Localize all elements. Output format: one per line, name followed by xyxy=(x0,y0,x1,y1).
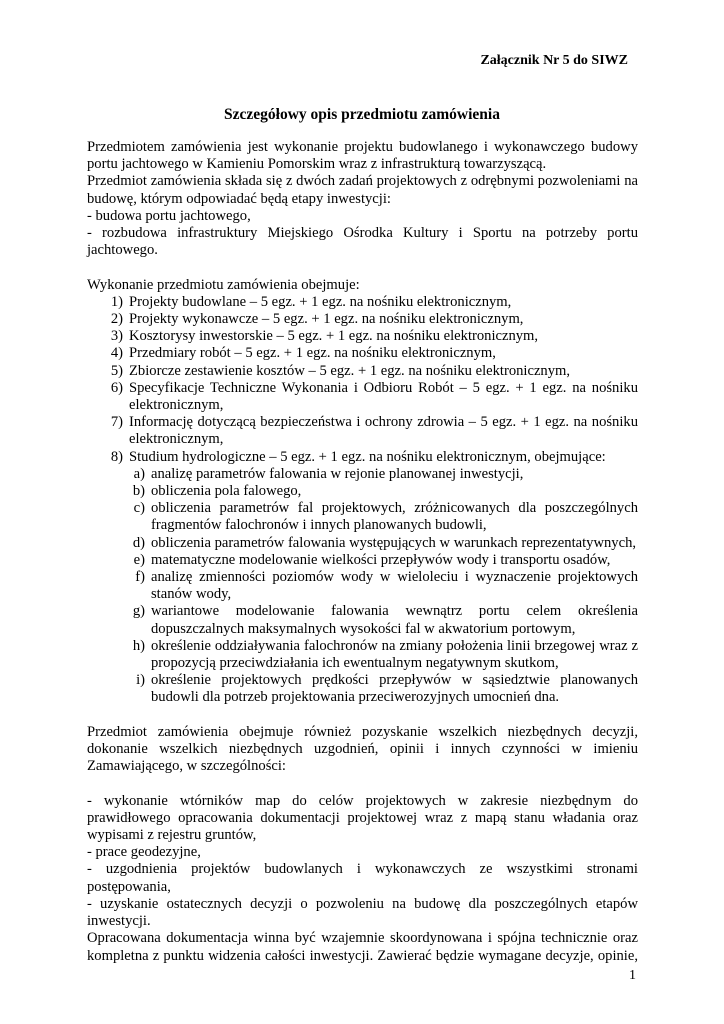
scope-item: 7) Informację dotyczącą bezpieczeństwa i ochrony zdrowia – 5 egz. + 1 egz. na nośniku elektronicznym, xyxy=(110,414,638,448)
also-paragraph: Przedmiot zamówienia obejmuje również pozyskanie wszelkich niezbędnych decyzji, dokonanie wszelkich niezbędnych uzgodnień, opinii i innych czynności w imieniu Zamawiającego, w szczególności: xyxy=(87,723,638,775)
scope-item: 1) Projekty budowlane – 5 egz. + 1 egz. na nośniku elektronicznym, xyxy=(110,293,512,310)
study-item: e) matematyczne modelowanie wielkości przepływów wody i transportu osadów, xyxy=(133,551,611,568)
scope-item: 3) Kosztorysy inwestorskie – 5 egz. + 1 egz. na nośniku elektronicznym, xyxy=(110,328,539,345)
intro-bullet: - budowa portu jachtowego, xyxy=(87,207,251,224)
study-item: a) analizę parametrów falowania w rejonie planowanej inwestycji, xyxy=(133,465,524,482)
scope-item: 5) Zbiorcze zestawienie kosztów – 5 egz. + 1 egz. na nośniku elektronicznym, xyxy=(110,362,571,379)
closing-paragraph: Opracowana dokumentacja winna być wzajemnie skoordynowana i spójna technicznie oraz kompletna z punktu widzenia całości inwestycji. Zawierać będzie wymagane decyzje, opinie, xyxy=(87,930,638,964)
scope-item: 2) Projekty wykonawcze – 5 egz. + 1 egz. na nośniku elektronicznym, xyxy=(110,311,524,328)
annex-label: Załącznik Nr 5 do SIWZ xyxy=(480,53,628,68)
task-item: - uzyskanie ostatecznych decyzji o pozwoleniu na budowę dla poszczególnych etapów inwestycji. xyxy=(87,895,638,930)
intro-bullet: - rozbudowa infrastruktury Miejskiego Ośrodka Kultury i Sportu na potrzeby portu jachtowego. xyxy=(87,225,638,259)
intro-paragraph: Przedmiotem zamówienia jest wykonanie projektu budowlanego i wykonawczego budowy portu jachtowego w Kamieniu Pomorskim wraz z infrastrukturą towarzyszącą. xyxy=(87,139,638,173)
scope-item: 6) Specyfikacje Techniczne Wykonania i Odbioru Robót – 5 egz. + 1 egz. na nośniku elektronicznym, xyxy=(110,379,638,414)
scope-item: 8) Studium hydrologiczne – 5 egz. + 1 egz. na nośniku elektronicznym, obejmujące: xyxy=(110,448,606,465)
intro-paragraph: Przedmiot zamówienia składa się z dwóch zadań projektowych z odrębnymi pozwoleniami na budowę, którym odpowiadać będą etapy inwestycji: xyxy=(87,173,638,207)
study-item: h) określenie oddziaływania falochronów na zmiany położenia linii brzegowej wraz z propozycją przeciwdziałania ich ewentualnym negatywnym skutkom, xyxy=(132,637,638,672)
task-item: - uzgodnienia projektów budowlanych i wykonawczych ze wszystkimi stronami postępowania, xyxy=(87,861,638,895)
study-item: f) analizę zmienności poziomów wody w wieloleciu i wyznaczenie projektowych stanów wody, xyxy=(135,569,638,603)
scope-heading: Wykonanie przedmiotu zamówienia obejmuje: xyxy=(87,276,360,293)
page-number: 1 xyxy=(629,968,636,983)
page-title: Szczegółowy opis przedmiotu zamówienia xyxy=(224,106,500,123)
study-item: b) obliczenia pola falowego, xyxy=(132,483,302,500)
task-item: - wykonanie wtórników map do celów projektowych w zakresie niezbędnym do prawidłowego opracowania dokumentacji projektowej wraz z mapą stanu władania oraz wypisami z rejestru gruntów, xyxy=(87,792,638,844)
task-item: - prace geodezyjne, xyxy=(87,844,201,861)
study-item: g) wariantowe modelowanie falowania wewnątrz portu celem określenia dopuszczalnych maksymalnych wysokości fal w akwatorium portowym, xyxy=(132,603,638,637)
scope-item: 4) Przedmiary robót – 5 egz. + 1 egz. na nośniku elektronicznym, xyxy=(110,345,496,362)
study-item: c) obliczenia parametrów fal projektowych, zróżnicowanych dla poszczególnych fragmentów falochronów i innych planowanych budowli, xyxy=(133,500,638,534)
document-body xyxy=(87,139,638,965)
study-item: d) obliczenia parametrów falowania występujących w warunkach reprezentatywnych, xyxy=(132,534,637,551)
study-item: i) określenie projektowych prędkości przepływów w sąsiedztwie planowanych budowli dla potrzeb projektowania przeciwerozyjnych umocnień dna. xyxy=(136,672,638,706)
